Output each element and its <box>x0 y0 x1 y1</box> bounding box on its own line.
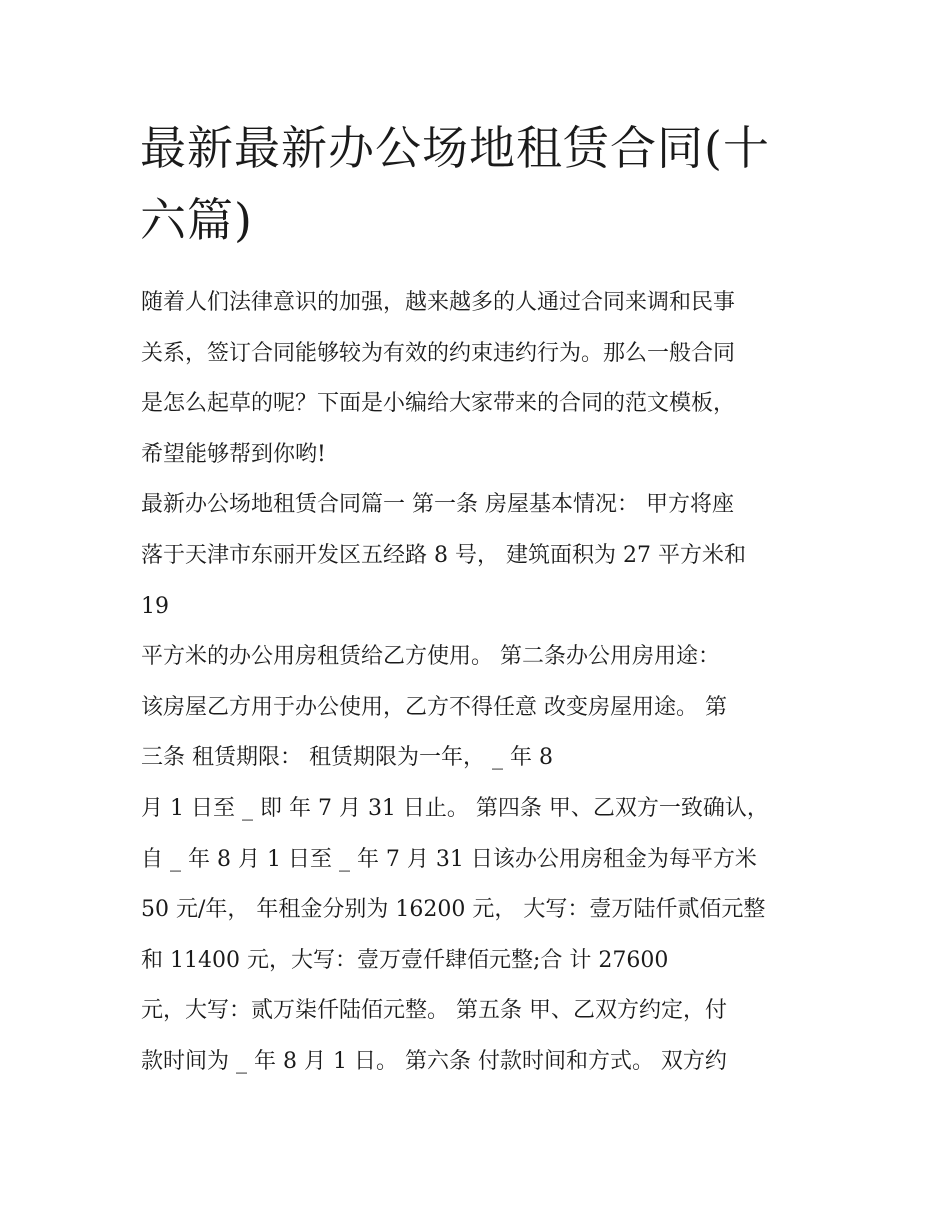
body-line: 19 <box>141 593 169 619</box>
body-line: 落于天津市东丽开发区五经路 8 号， 建筑面积为 27 平方米和 <box>141 542 746 568</box>
body-line: 自 _ 年 8 月 1 日至 _ 年 7 月 31 日该办公用房租金为每平方米 <box>141 846 757 872</box>
body-line: 希望能够帮到你哟! <box>141 441 326 467</box>
body-line: 三条 租赁期限： 租赁期限为一年， _ 年 8 <box>141 745 553 771</box>
body-line: 50 元/年， 年租金分别为 16200 元， 大写：壹万陆仟贰佰元整 <box>141 897 766 923</box>
body-line: 关系，签订合同能够较为有效的约束违约行为。那么一般合同 <box>141 340 736 366</box>
body-line: 该房屋乙方用于办公使用，乙方不得任意 改变房屋用途。 第 <box>141 694 727 720</box>
document-title <box>140 112 820 256</box>
body-line: 月 1 日至 _ 即 年 7 月 31 日止。 第四条 甲、乙双方一致确认， <box>141 795 769 821</box>
title-line-1: 最新最新办公场地租赁合同(十 <box>140 121 770 175</box>
body-line: 平方米的办公用房租赁给乙方使用。 第二条办公用房用途： <box>141 644 720 670</box>
body-line: 款时间为 _ 年 8 月 1 日。 第六条 付款时间和方式。 双方约 <box>141 1048 727 1074</box>
title-line-2: 六篇) <box>140 193 253 247</box>
body-line: 是怎么起草的呢？下面是小编给大家带来的合同的范文模板， <box>141 391 736 417</box>
document-body <box>141 278 831 1088</box>
body-line: 元，大写：贰万柒仟陆佰元整。 第五条 甲、乙双方约定，付 <box>141 998 727 1024</box>
body-line: 随着人们法律意识的加强，越来越多的人通过合同来调和民事 <box>141 290 736 315</box>
body-line: 和 11400 元，大写：壹万壹仟肆佰元整;合 计 27600 <box>141 947 669 973</box>
body-line: 最新办公场地租赁合同篇一 第一条 房屋基本情况： 甲方将座 <box>141 492 734 518</box>
